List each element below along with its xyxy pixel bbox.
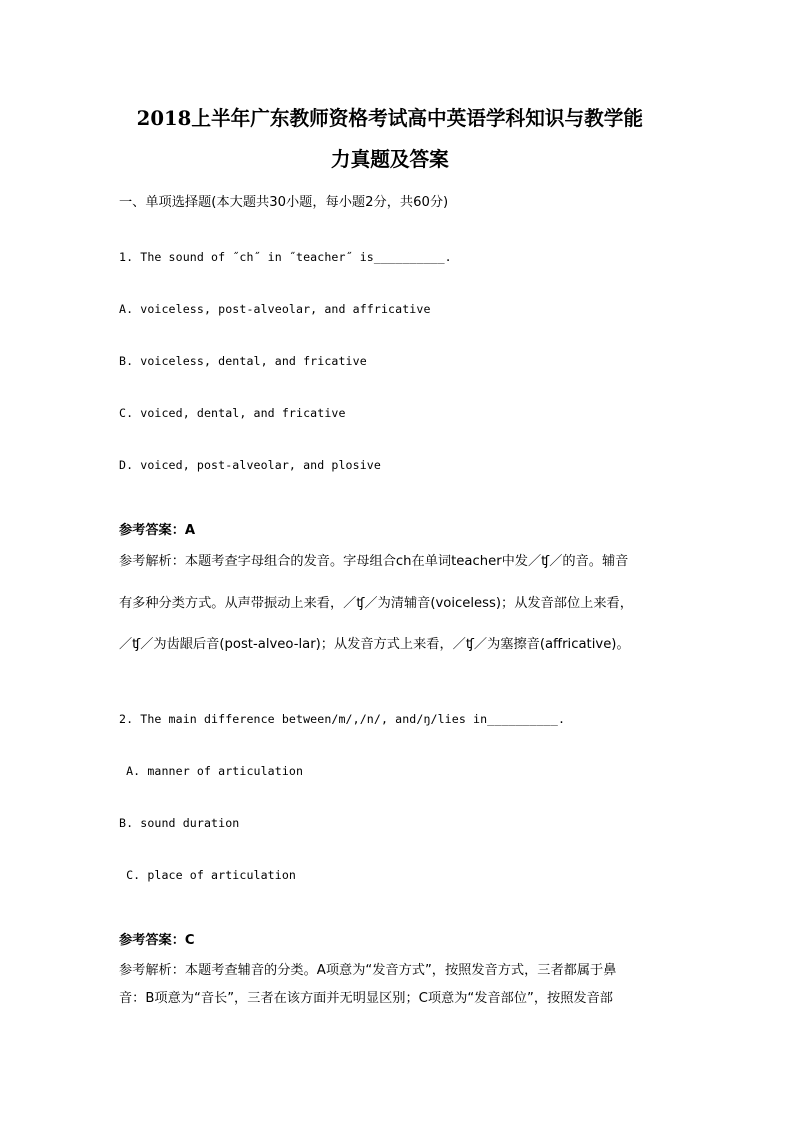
question-1-explanation-line-1: 参考解析：本题考查字母组合的发音。字母组合ch在单词teacher中发／ʧ／的音。辅音 [119, 554, 629, 569]
question-1-option-a: A. voiceless, post-alveolar, and affricative [119, 302, 431, 316]
question-1-stem: 1. The sound of ˝ch˝ in ˝teacher˝ is__________. [119, 250, 452, 264]
question-2-explanation-line-2: 音：B项意为“音长”，三者在该方面并无明显区别；C项意为“发音部位”，按照发音部 [119, 991, 613, 1006]
document-title-line-2: 力真题及答案 [330, 147, 449, 171]
question-1-option-d: D. voiced, post-alveolar, and plosive [119, 458, 381, 472]
document-title-line-1: 2018上半年广东教师资格考试高中英语学科知识与教学能 [136, 106, 644, 130]
question-1-option-c: C. voiced, dental, and fricative [119, 406, 346, 420]
question-2-stem: 2. The main difference between/m/,/n/, and/ŋ/lies in__________. [119, 712, 566, 726]
question-2-option-a: A. manner of articulation [119, 764, 304, 778]
question-2-option-b: B. sound duration [119, 816, 240, 830]
question-2-explanation-line-1: 参考解析：本题考查辅音的分类。A项意为“发音方式”，按照发音方式，三者都属于鼻 [119, 963, 617, 978]
question-1-explanation-line-2: 有多种分类方式。从声带振动上来看，／ʧ／为清辅音(voiceless)；从发音部位上来看， [119, 596, 633, 611]
question-2-answer: 参考答案：C [119, 933, 195, 948]
question-1-option-b: B. voiceless, dental, and fricative [119, 354, 367, 368]
question-2-option-c: C. place of articulation [119, 868, 297, 882]
question-1-answer: 参考答案：A [119, 523, 196, 538]
question-1-explanation-line-3: ／ʧ／为齿龈后音(post-alveo-lar)；从发音方式上来看，／ʧ／为塞擦音(affricative)。 [119, 637, 630, 652]
section-heading: 一、单项选择题(本大题共30小题，每小题2分，共60分) [119, 195, 449, 210]
